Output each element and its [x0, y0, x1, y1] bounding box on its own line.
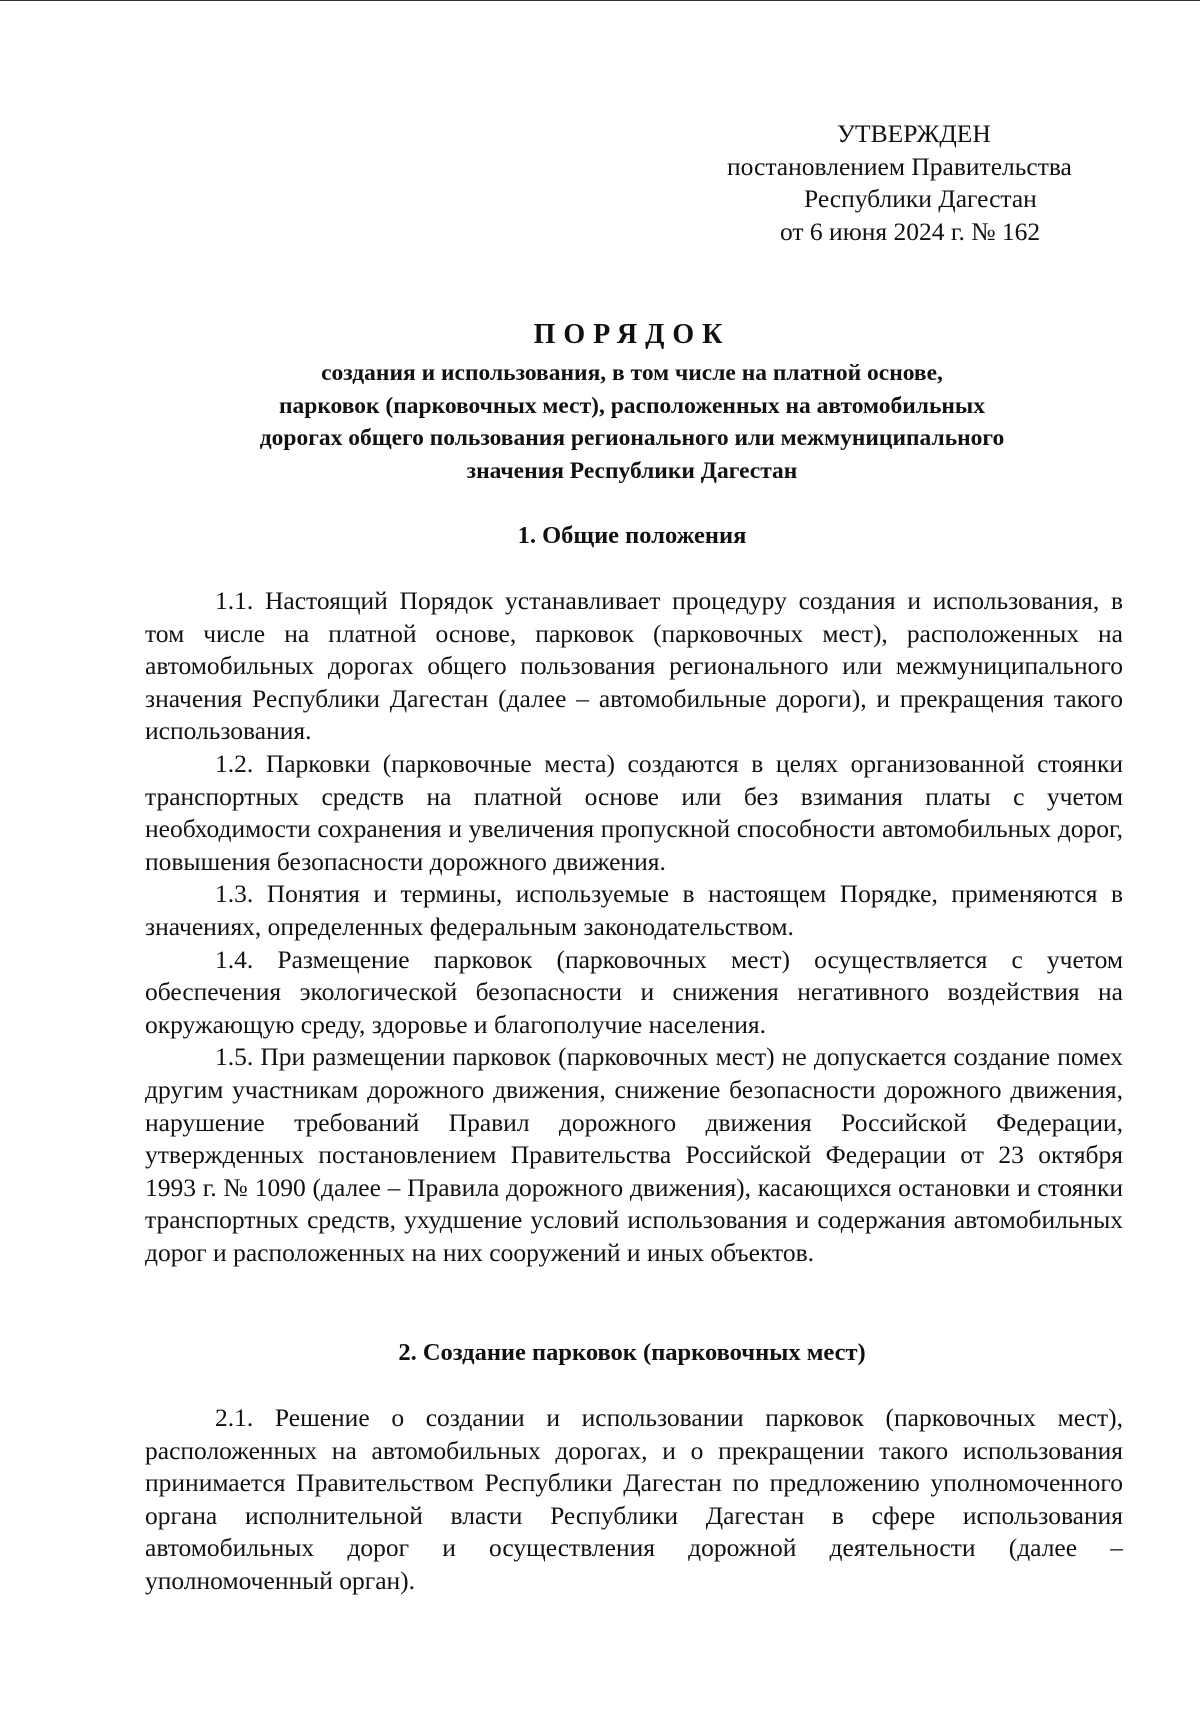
- paragraph-1-5: 1.5. При размещении парковок (парковочных мест) не допускается создание помех другим участникам дорожного движения, снижение безопасности дорожного движения, нарушение требований Правил дорожного движения Российской Федерации, утвержденных постановлением Правительства Российской Федерации от 23 октября 1993 г. № 1090 (далее – Правила дорожного движения), касающихся остановки и стоянки транспортных средств, ухудшение условий использования и содержания автомобильных дорог и расположенных на них сооружений и иных объектов.: [145, 1042, 1123, 1267]
- section-1-body: [145, 585, 1123, 1269]
- approval-issuer: постановлением Правительства: [727, 151, 1072, 181]
- document-title: ПОРЯДОК: [533, 319, 731, 350]
- paragraph-1-2: 1.2. Парковки (парковочные места) создаются в целях организованной стоянки транспортных средств на платной основе или без взимания платы с учетом необходимости сохранения и увеличения пропускной способности автомобильных дорог, повышения безопасности дорожного движения.: [145, 748, 1123, 876]
- subtitle-line: создания и использования, в том числе на платной основе,: [321, 360, 943, 386]
- paragraph-2-1: 2.1. Решение о создании и использовании парковок (парковочных мест), расположенных на автомобильных дорогах, и о прекращении такого использования принимается Правительством Республики Дагестан по предложению уполномоченного органа исполнительной власти Республики Дагестан в сфере использования автомобильных дорог и осуществления дорожной деятельности (далее – уполномоченный орган).: [145, 1403, 1123, 1595]
- subtitle-line: парковок (парковочных мест), расположенных на автомобильных: [278, 392, 986, 419]
- approval-heading: УТВЕРЖДЕН: [837, 119, 991, 148]
- paragraph-1-1: 1.1. Настоящий Порядок устанавливает процедуру создания и использования, в том числе на платной основе, парковок (парковочных мест), расположенных на автомобильных дорогах общего пользования регионального или межмуниципального значения Республики Дагестан (далее – автомобильные дороги), и прекращения такого использования.: [145, 586, 1123, 746]
- approval-region: Республики Дагестан: [804, 184, 1037, 213]
- approval-date-number: от 6 июня 2024 г. № 162: [780, 216, 1041, 246]
- subtitle-line: дорогах общего пользования регионального или межмуниципального: [259, 425, 1005, 452]
- section-1-heading: 1. Общие положения: [517, 522, 747, 549]
- section-2-heading: 2. Создание парковок (парковочных мест): [398, 1339, 866, 1366]
- paragraph-1-3: 1.3. Понятия и термины, используемые в настоящем Порядке, применяются в значениях, определенных федеральным законодательством.: [145, 879, 1123, 941]
- section-2-body: [145, 1402, 1123, 1598]
- approval-stamp: [700, 118, 1120, 248]
- paragraph-1-4: 1.4. Размещение парковок (парковочных мест) осуществляется с учетом обеспечения экологической безопасности и снижения негативного воздействия на окружающую среду, здоровье и благополучие населения.: [145, 944, 1123, 1039]
- document-subtitle: [140, 357, 1124, 488]
- subtitle-line: значения Республики Дагестан: [466, 458, 798, 485]
- page-top-border: [0, 0, 1200, 1]
